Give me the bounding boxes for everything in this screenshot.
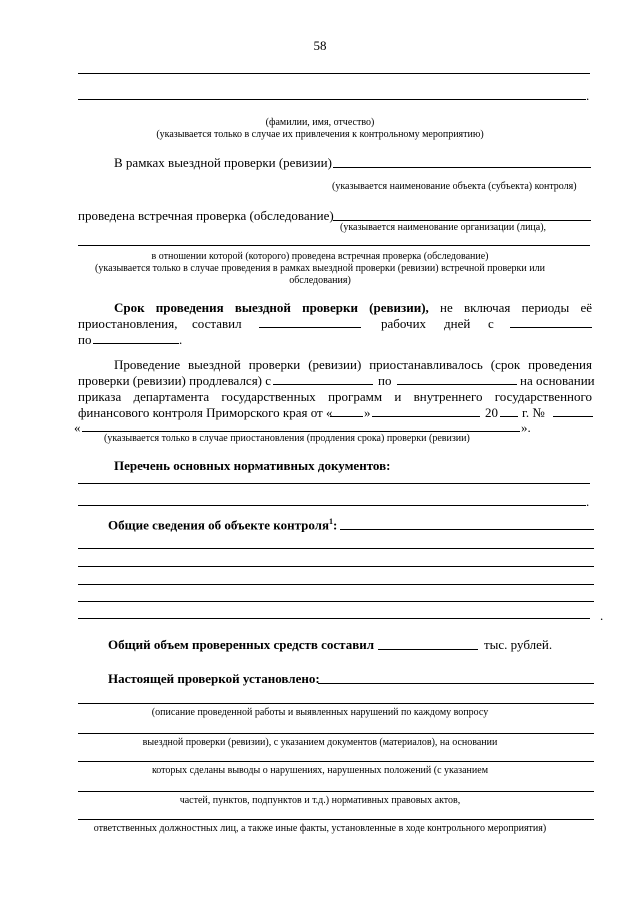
order-year-field[interactable] — [500, 416, 518, 417]
hint-suspend: (указывается только в случае приостановления (продления срока) проверки (ревизии) — [104, 433, 470, 444]
hint-relation-1: в отношении которой (которого) проведена встречная проверка (обследование) — [151, 251, 489, 262]
term-word-to: по — [78, 332, 92, 347]
term-word-was: составил — [192, 316, 242, 331]
hint-relation-2: (указывается только в случае проведения в рамках выездной проверки (ревизии) встречной проверки или — [95, 263, 545, 274]
order-number-field[interactable] — [553, 416, 593, 417]
funds-amount-field[interactable] — [378, 649, 478, 650]
term-line-1 — [114, 300, 592, 316]
term-rest: не включая периоды её — [440, 300, 592, 315]
normative-line-2[interactable] — [78, 505, 586, 506]
hint-desc-5: ответственных должностных лиц, а также иные факты, установленные в ходе контрольного мероприятия) — [93, 823, 547, 834]
suspend-line-3: приказа департамента государственных программ и внутреннего государственного — [78, 389, 592, 404]
order-title-field[interactable] — [82, 431, 520, 432]
term-bold: Срок проведения выездной проверки (ревизии), — [114, 300, 429, 315]
suspend-line-2-start: проверки (ревизии) продлевался) с — [78, 373, 272, 388]
inspection-object-field[interactable] — [333, 167, 591, 168]
hint-desc-4: частей, пунктов, подпунктов и т.д.) нормативных правовых актов, — [179, 795, 461, 806]
term-word-working: рабочих — [381, 316, 427, 331]
established-line-1[interactable] — [78, 703, 594, 704]
established-line-4[interactable] — [78, 791, 594, 792]
fio-line-1[interactable] — [78, 73, 590, 74]
order-number-label: г. № — [522, 405, 545, 420]
counter-org-field[interactable] — [333, 220, 591, 221]
general-heading — [108, 517, 337, 533]
term-word-days: дней — [444, 316, 471, 331]
general-line-1[interactable] — [78, 548, 594, 549]
general-line-3[interactable] — [78, 584, 594, 585]
page-number: 58 — [313, 38, 327, 53]
hint-relation-3: обследования) — [289, 275, 351, 286]
funds-label: Общий объем проверенных средств составил — [108, 637, 375, 652]
hint-org: (указывается наименование организации (лица), — [340, 222, 547, 233]
suspend-word-to: по — [378, 373, 392, 388]
order-quote-close: » — [364, 405, 371, 420]
hint-object: (указывается наименование объекта (субъекта) контроля) — [332, 181, 577, 192]
established-field[interactable] — [318, 683, 594, 684]
counter-check-label: проведена встречная проверка (обследование) — [78, 208, 334, 223]
hint-fio: (фамилии, имя, отчество) — [265, 117, 375, 128]
established-line-3[interactable] — [78, 761, 594, 762]
general-dot: . — [600, 608, 604, 623]
order-title-quote-open: « — [74, 420, 81, 435]
general-line-4[interactable] — [78, 601, 594, 602]
order-title-quote-close: ». — [521, 420, 531, 435]
suspend-to-field[interactable] — [397, 384, 517, 385]
footnote-mark: 1 — [329, 517, 334, 526]
counter-org-line-2[interactable] — [78, 245, 590, 246]
suspend-word-basis: на основании — [520, 373, 595, 388]
suspend-line-1: Проведение выездной проверки (ревизии) приостанавливалось (срок проведения — [114, 357, 592, 372]
term-word-suspension: приостановления, — [78, 316, 178, 331]
fio-line-dot: . — [586, 88, 590, 103]
normative-dot: . — [586, 494, 590, 509]
hint-desc-3: которых сделаны выводы о нарушениях, нарушенных положений (с указанием — [151, 765, 489, 776]
fio-line-2[interactable] — [78, 99, 586, 100]
established-heading: Настоящей проверкой установлено: — [108, 671, 320, 686]
suspend-line-4-start: финансового контроля Приморского края от « — [78, 405, 333, 420]
general-colon: : — [333, 517, 338, 533]
term-word-from: с — [488, 316, 494, 331]
established-line-2[interactable] — [78, 733, 594, 734]
general-heading-text: Общие сведения об объекте контроля — [108, 517, 330, 533]
order-month-field[interactable] — [372, 416, 480, 417]
order-day-field[interactable] — [330, 416, 363, 417]
general-info-field[interactable] — [340, 529, 594, 530]
inspection-label: В рамках выездной проверки (ревизии) — [114, 155, 332, 170]
suspend-from-field[interactable] — [273, 384, 373, 385]
term-to-field[interactable] — [93, 343, 179, 344]
term-dot: . — [179, 332, 183, 347]
normative-line-1[interactable] — [78, 483, 590, 484]
hint-participation: (указывается только в случае их привлечения к контрольному мероприятию) — [156, 129, 484, 140]
general-line-5[interactable] — [78, 618, 590, 619]
established-line-5[interactable] — [78, 819, 594, 820]
hint-desc-1: (описание проведенной работы и выявленных нарушений по каждому вопросу — [151, 707, 489, 718]
hint-desc-2: выездной проверки (ревизии), с указанием документов (материалов), на основании — [142, 737, 498, 748]
normative-heading: Перечень основных нормативных документов: — [114, 458, 391, 473]
general-line-2[interactable] — [78, 566, 594, 567]
funds-unit: тыс. рублей. — [484, 637, 553, 652]
term-from-field[interactable] — [510, 327, 592, 328]
order-year-prefix: 20 — [485, 405, 498, 420]
term-days-field[interactable] — [259, 327, 361, 328]
